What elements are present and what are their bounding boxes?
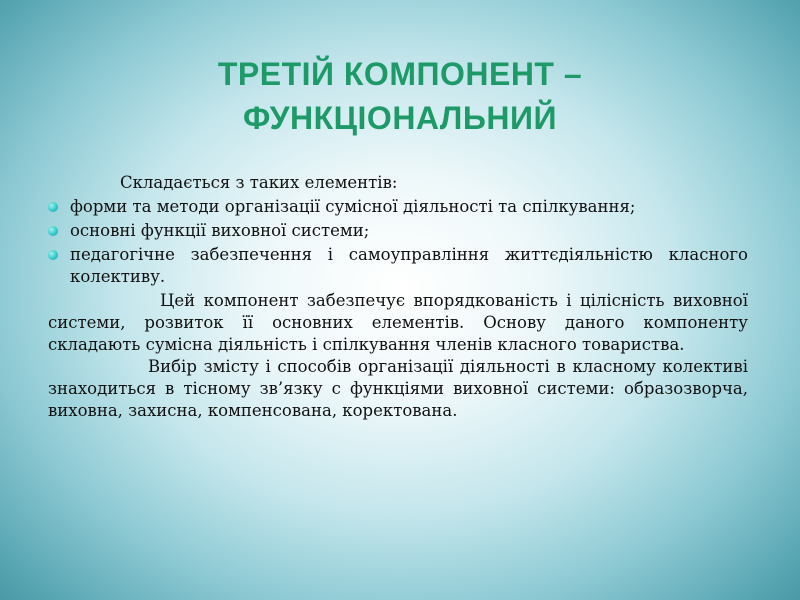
slide-content (48, 172, 748, 422)
list-item (48, 244, 748, 288)
bullet-icon (48, 250, 58, 260)
elements-list (48, 196, 748, 288)
slide-title-line-1: ТРЕТІЙ КОМПОНЕНТ – (217, 56, 583, 92)
slide-title-line-2: ФУНКЦІОНАЛЬНИЙ (243, 100, 557, 136)
paragraph-2-text: Вибір змісту і способів організації діяльності в класному колективі знаходиться в тісному зв’язку с функціями виховної системи: образозворча, виховна, захисна, компенсована, коректована. (48, 357, 748, 420)
bullet-icon (48, 202, 58, 212)
paragraph-component-description (48, 290, 748, 356)
intro-text: Складається з таких елементів: (120, 173, 398, 192)
list-item-text: педагогічне забезпечення і самоуправління життєдіяльністю класного колективу. (70, 245, 748, 286)
paragraph-content-selection (48, 356, 748, 422)
list-item (48, 220, 748, 242)
list-item (48, 196, 748, 218)
paragraph-1-text: Цей компонент забезпечує впорядкованість і цілісність виховної системи, розвиток її основних елементів. Основу даного компоненту складають сумісна діяльність і спілкування членів класного товариства. (48, 291, 748, 354)
bullet-icon (48, 226, 58, 236)
list-item-text: основні функції виховної системи; (70, 221, 370, 240)
list-item-text: форми та методи організації сумісної діяльності та спілкування; (70, 197, 636, 216)
slide-title (0, 52, 800, 140)
